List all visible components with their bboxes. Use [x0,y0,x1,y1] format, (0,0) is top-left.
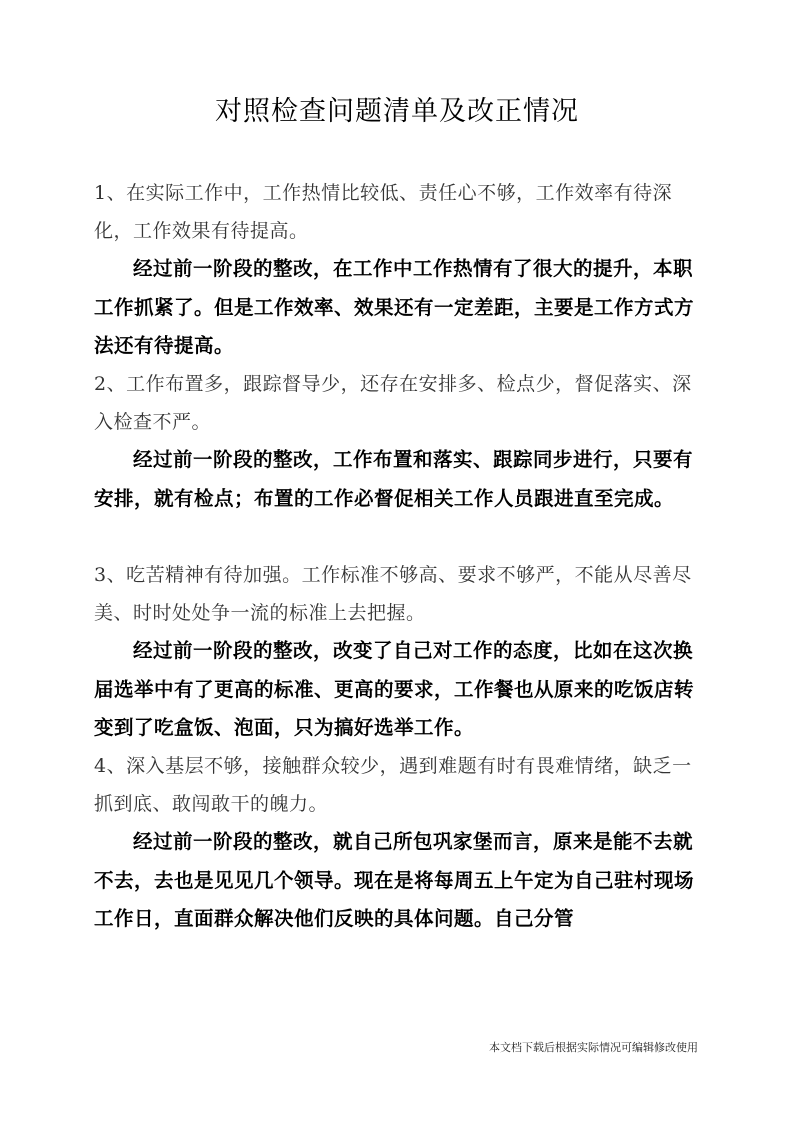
document-title: 对照检查问题清单及改正情况 [215,96,579,127]
footer-note: 本文档下载后根据实际情况可编辑修改使用 [489,1041,698,1054]
rectification-3-text: 经过前一阶段的整改，改变了自己对工作的态度，比如在这次换届选举中有了更高的标准、更高的要求，工作餐也从原来的吃饭店转变到了吃盒饭、泡面，只为搞好选举工作。 [94,639,695,739]
issue-3-text: 3、吃苦精神有待加强。工作标准不够高、要求不够严，不能从尽善尽美、时时处处争一流的标准上去把握。 [94,564,692,624]
issue-2-text: 2、工作布置多，跟踪督导少，还存在安排多、检点少，督促落实、深入检查不严。 [94,373,692,433]
rectification-4-text: 经过前一阶段的整改，就自己所包巩家堡而言，原来是能不去就不去，去也是见见几个领导。现在是将每周五上午定为自己驻村现场工作日，直面群众解决他们反映的具体问题。自己分管 [94,830,695,930]
issue-4-text: 4、深入基层不够，接触群众较少，遇到难题有时有畏难情绪，缺乏一抓到底、敢闯敢干的魄力。 [94,755,692,815]
rectification-2-text: 经过前一阶段的整改，工作布置和落实、跟踪同步进行，只要有安排，就有检点；布置的工作必督促相关工作人员跟进直至完成。 [94,448,694,510]
rectification-1-text: 经过前一阶段的整改，在工作中工作热情有了很大的提升，本职工作抓紧了。但是工作效率、效果还有一定差距，主要是工作方式方法还有待提高。 [94,257,695,357]
issue-1-text: 1、在实际工作中，工作热情比较低、责任心不够，工作效率有待深化，工作效果有待提高。 [94,182,673,242]
document-body [94,174,706,938]
